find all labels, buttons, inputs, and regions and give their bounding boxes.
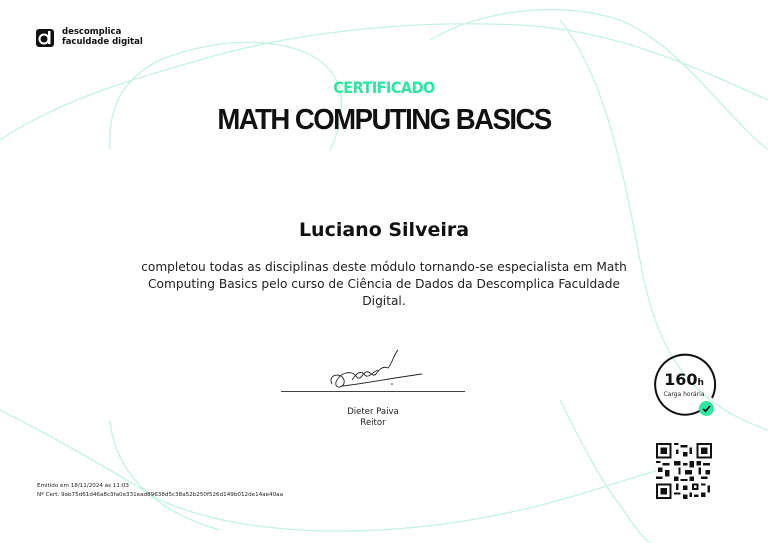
recipient-name: Luciano Silveira [298, 219, 470, 241]
signer-block [281, 407, 465, 429]
signer-name: Dieter Paiva [347, 407, 399, 417]
issued-date: Emitido em 18/11/2024 às 11:03 [37, 483, 129, 489]
footer-info [37, 482, 283, 500]
descomplica-logo [36, 27, 143, 47]
hours-label: Carga horária [663, 391, 705, 398]
signature-line [281, 391, 465, 392]
logo-line-1: descomplica [62, 27, 122, 37]
certificate-description: completou todas as disciplinas deste módulo tornando-se especialista em Math Computing Basics pelo curso de Ciência de Dados da Descomplica Faculdade Digital. [141, 260, 627, 308]
hours-value [652, 370, 716, 389]
certificate-kicker: CERTIFICADO [333, 78, 435, 97]
check-icon [699, 401, 714, 416]
signature-image [322, 344, 432, 396]
hours-unit: h [697, 378, 704, 388]
certificate-number: Nº Cert. 9ab75d61d46a8c3fa0e331ead89638d5c38a52b250f526d149b012de14ae40aa [37, 492, 284, 498]
logo-line-2: faculdade digital [62, 37, 143, 47]
logo-text [62, 27, 143, 47]
descomplica-logo-icon [36, 27, 56, 47]
certificate-title: MATH COMPUTING BASICS [217, 104, 551, 136]
hours-number: 160 [664, 370, 698, 389]
qr-code-icon[interactable] [656, 443, 712, 499]
signer-role: Reitor [360, 418, 386, 428]
